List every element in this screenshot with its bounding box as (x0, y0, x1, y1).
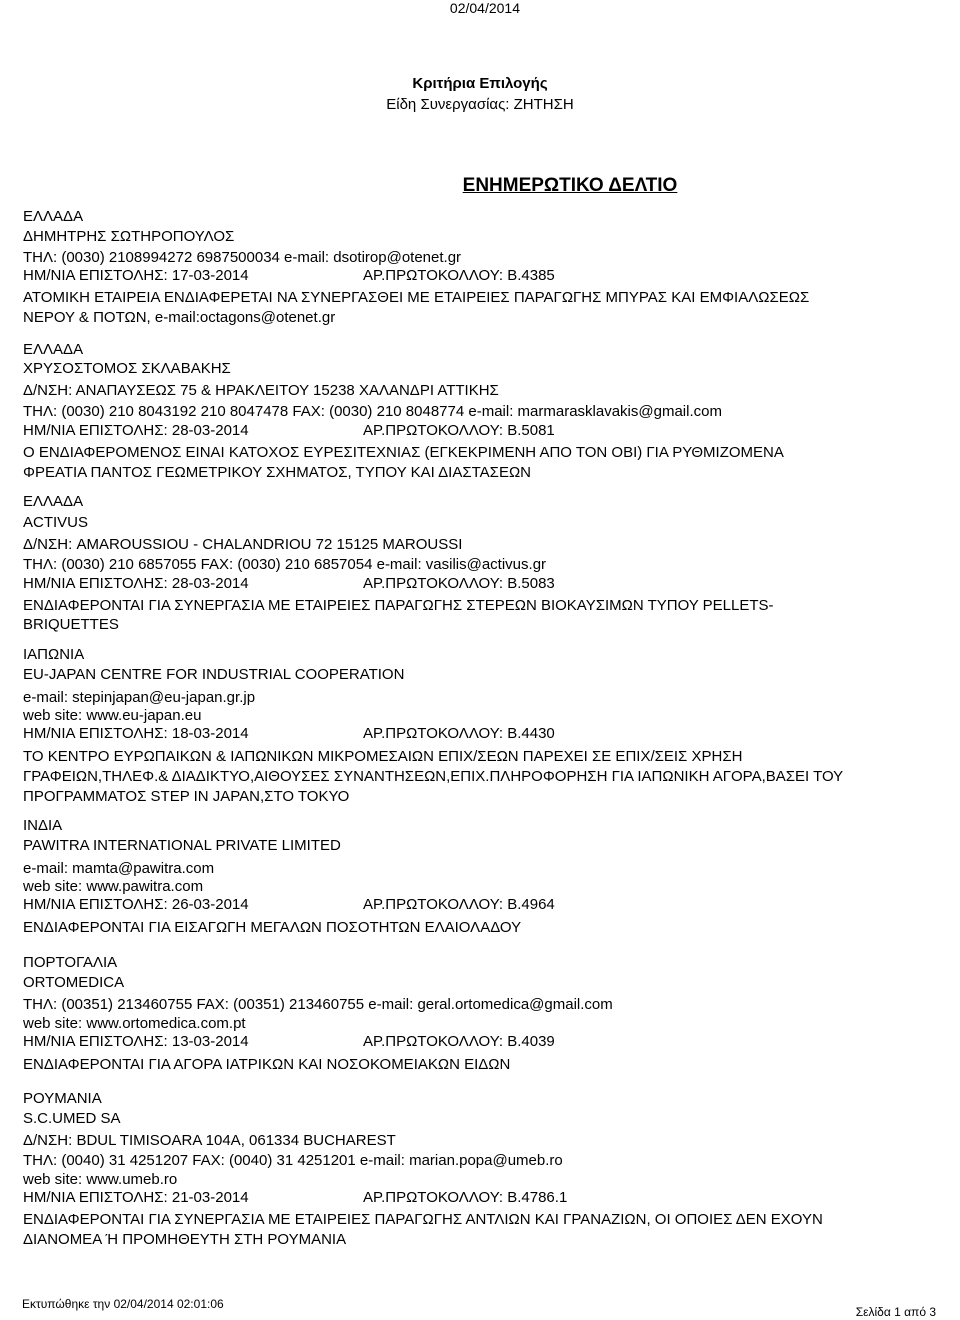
entry-name: PAWITRA INTERNATIONAL PRIVATE LIMITED (23, 837, 341, 854)
entry-letter-date: ΗΜ/ΝΙΑ ΕΠΙΣΤΟΛΗΣ: 28-03-2014 (23, 575, 249, 592)
entry-email: e-mail: stepinjapan@eu-japan.gr.jp (23, 689, 256, 706)
entry-web: web site: www.umeb.ro (23, 1171, 178, 1188)
entry-email: e-mail: mamta@pawitra.com (23, 860, 215, 877)
entry-desc: ΦΡΕΑΤΙΑ ΠΑΝΤΟΣ ΓΕΩΜΕΤΡΙΚΟΥ ΣΧΗΜΑΤΟΣ, ΤΥΠΟΥ ΚΑΙ ΔΙΑΣΤΑΣΕΩΝ (23, 464, 531, 481)
entry-letter-row (23, 1189, 568, 1206)
entry-protocol: ΑΡ.ΠΡΩΤΟΚΟΛΛΟΥ: Β.4385 (363, 267, 555, 284)
entry-address: Δ/ΝΣΗ: BDUL TIMISOARA 104A, 061334 BUCHAREST (23, 1132, 396, 1149)
entry-address: Δ/ΝΣΗ: ΑΝΑΠΑΥΣΕΩΣ 75 & ΗΡΑΚΛΕΙΤΟΥ 15238 ΧΑΛΑΝΔΡΙ ΑΤΤΙΚΗΣ (23, 382, 499, 399)
entry-country: ΕΛΛΑΔΑ (23, 208, 84, 225)
entry-desc: ΕΝΔΙΑΦΕΡΟΝΤΑΙ ΓΙΑ ΑΓΟΡΑ ΙΑΤΡΙΚΩΝ ΚΑΙ ΝΟΣΟΚΟΜΕΙΑΚΩΝ ΕΙΔΩΝ (23, 1056, 511, 1073)
entry-web: web site: www.ortomedica.com.pt (23, 1015, 246, 1032)
entry-country: ΠΟΡΤΟΓΑΛΙΑ (23, 954, 118, 971)
entry-letter-row (23, 1033, 555, 1050)
entry-desc: Ο ΕΝΔΙΑΦΕΡΟΜΕΝΟΣ ΕΙΝΑΙ ΚΑΤΟΧΟΣ ΕΥΡΕΣΙΤΕΧΝΙΑΣ (ΕΓΚΕΚΡΙΜΕΝΗ ΑΠΟ ΤΟΝ ΟΒΙ) ΓΙΑ ΡΥΘΜΙΖΟΜΕΝΑ (23, 444, 784, 461)
entry-letter-row (23, 896, 555, 913)
entry-desc: ΑΤΟΜΙΚΗ ΕΤΑΙΡΕΙΑ ΕΝΔΙΑΦΕΡΕΤΑΙ ΝΑ ΣΥΝΕΡΓΑΣΘΕΙ ΜΕ ΕΤΑΙΡΕΙΕΣ ΠΑΡΑΓΩΓΗΣ ΜΠΥΡΑΣ ΚΑΙ ΕΜΦΙΑΛΩΣΕΩΣ (23, 289, 810, 306)
entry-name: ORTOMEDICA (23, 974, 125, 991)
entry-protocol: ΑΡ.ΠΡΩΤΟΚΟΛΛΟΥ: Β.4786.1 (363, 1189, 568, 1206)
entry-phone: ΤΗΛ: (0040) 31 4251207 FAX: (0040) 31 4251201 e-mail: marian.popa@umeb.ro (23, 1152, 563, 1169)
footer-page-number: Σελίδα 1 από 3 (855, 1305, 936, 1319)
entry-desc: BRIQUETTES (23, 616, 119, 633)
entry-desc: ΕΝΔΙΑΦΕΡΟΝΤΑΙ ΓΙΑ ΕΙΣΑΓΩΓΗ ΜΕΓΑΛΩΝ ΠΟΣΟΤΗΤΩΝ ΕΛΑΙΟΛΑΔΟΥ (23, 919, 522, 936)
entry-desc: ΕΝΔΙΑΦΕΡΟΝΤΑΙ ΓΙΑ ΣΥΝΕΡΓΑΣΙΑ ΜΕ ΕΤΑΙΡΕΙΕΣ ΠΑΡΑΓΩΓΗΣ ΣΤΕΡΕΩΝ ΒΙΟΚΑΥΣΙΜΩΝ ΤΥΠΟΥ PELLETS- (23, 597, 774, 614)
entry-letter-date: ΗΜ/ΝΙΑ ΕΠΙΣΤΟΛΗΣ: 17-03-2014 (23, 267, 249, 284)
entry-name: ΔΗΜΗΤΡΗΣ ΣΩΤΗΡΟΠΟΥΛΟΣ (23, 228, 235, 245)
entry-desc: ΕΝΔΙΑΦΕΡΟΝΤΑΙ ΓΙΑ ΣΥΝΕΡΓΑΣΙΑ ΜΕ ΕΤΑΙΡΕΙΕΣ ΠΑΡΑΓΩΓΗΣ ΑΝΤΛΙΩΝ ΚΑΙ ΓΡΑΝΑΖΙΩΝ, ΟΙ ΟΠΟΙΕΣ ΔΕΝ ΕΧΟΥΝ (23, 1211, 823, 1228)
entry-name: ACTIVUS (23, 514, 89, 531)
entry-desc: ΔΙΑΝΟΜΕΑ Ή ΠΡΟΜΗΘΕΥΤΗ ΣΤΗ ΡΟΥΜΑΝΙΑ (23, 1231, 347, 1248)
print-date: 02/04/2014 (449, 0, 520, 16)
entry-name: ΧΡΥΣΟΣΤΟΜΟΣ ΣΚΛΑΒΑΚΗΣ (23, 360, 231, 377)
entry-letter-row (23, 575, 555, 592)
entry-letter-date: ΗΜ/ΝΙΑ ΕΠΙΣΤΟΛΗΣ: 28-03-2014 (23, 422, 249, 439)
entry-address: Δ/ΝΣΗ: AMAROUSSIOU - CHALANDRIOU 72 15125 MAROUSSI (23, 536, 463, 553)
entry-phone: ΤΗΛ: (00351) 213460755 FAX: (00351) 213460755 e-mail: geral.ortomedica@gmail.com (23, 996, 613, 1013)
entry-name: EU-JAPAN CENTRE FOR INDUSTRIAL COOPERATION (23, 666, 405, 683)
entry-web: web site: www.eu-japan.eu (23, 707, 202, 724)
entry-phone: ΤΗΛ: (0030) 210 8043192 210 8047478 FAX: (0030) 210 8048774 e-mail: marmarasklavakis@gmail.com (23, 403, 722, 420)
footer-printed: Εκτυπώθηκε την 02/04/2014 02:01:06 (22, 1297, 224, 1311)
entry-desc: ΝΕΡΟΥ & ΠΟΤΩΝ, e-mail:octagons@otenet.gr (23, 309, 336, 326)
criteria-title: Κριτήρια Επιλογής (412, 75, 548, 92)
entry-letter-date: ΗΜ/ΝΙΑ ΕΠΙΣΤΟΛΗΣ: 26-03-2014 (23, 896, 249, 913)
entry-letter-date: ΗΜ/ΝΙΑ ΕΠΙΣΤΟΛΗΣ: 21-03-2014 (23, 1189, 249, 1206)
bulletin-title: ΕΝΗΜΕΡΩΤΙΚΟ ΔΕΛΤΙΟ (462, 175, 678, 196)
entry-protocol: ΑΡ.ΠΡΩΤΟΚΟΛΛΟΥ: Β.5081 (363, 422, 555, 439)
entry-name: S.C.UMED SA (23, 1110, 121, 1127)
entry-phone: ΤΗΛ: (0030) 210 6857055 FAX: (0030) 210 6857054 e-mail: vasilis@activus.gr (23, 556, 547, 573)
entry-letter-row (23, 422, 555, 439)
entry-desc: ΓΡΑΦΕΙΩΝ,ΤΗΛΕΦ.& ΔΙΑΔΙΚΤΥΟ,ΑΙΘΟΥΣΕΣ ΣΥΝΑΝΤΗΣΕΩΝ,ΕΠΙΧ.ΠΛΗΡΟΦΟΡΗΣΗ ΓΙΑ ΙΑΠΩΝΙΚΗ ΑΓΟΡΑ,ΒΑΣΕΙ ΤΟΥ (23, 768, 844, 785)
entry-country: ΙΝΔΙΑ (23, 817, 63, 834)
entry-desc: ΠΡΟΓΡΑΜΜΑΤΟΣ STEP IN JAPAN,ΣΤΟ ΤΟΚΥΟ (23, 788, 350, 805)
entry-web: web site: www.pawitra.com (23, 878, 204, 895)
entry-letter-row (23, 267, 555, 284)
entry-protocol: ΑΡ.ΠΡΩΤΟΚΟΛΛΟΥ: Β.4964 (363, 896, 555, 913)
entry-protocol: ΑΡ.ΠΡΩΤΟΚΟΛΛΟΥ: Β.5083 (363, 575, 555, 592)
entry-protocol: ΑΡ.ΠΡΩΤΟΚΟΛΛΟΥ: Β.4039 (363, 1033, 555, 1050)
entry-country: ΕΛΛΑΔΑ (23, 493, 84, 510)
entry-letter-date: ΗΜ/ΝΙΑ ΕΠΙΣΤΟΛΗΣ: 13-03-2014 (23, 1033, 249, 1050)
entry-protocol: ΑΡ.ΠΡΩΤΟΚΟΛΛΟΥ: Β.4430 (363, 725, 555, 742)
entry-desc: ΤΟ ΚΕΝΤΡΟ ΕΥΡΩΠΑΙΚΩΝ & ΙΑΠΩΝΙΚΩΝ ΜΙΚΡΟΜΕΣΑΙΩΝ ΕΠΙΧ/ΣΕΩΝ ΠΑΡΕΧΕΙ ΣΕ ΕΠΙΧ/ΣΕΙΣ ΧΡΗΣΗ (23, 748, 743, 765)
entry-phone: ΤΗΛ: (0030) 2108994272 6987500034 e-mail: dsotirop@otenet.gr (23, 249, 462, 266)
entry-country: ΕΛΛΑΔΑ (23, 341, 84, 358)
entry-country: ΡΟΥΜΑΝΙΑ (23, 1090, 102, 1107)
entry-letter-date: ΗΜ/ΝΙΑ ΕΠΙΣΤΟΛΗΣ: 18-03-2014 (23, 725, 249, 742)
entry-letter-row (23, 725, 555, 742)
entry-country: ΙΑΠΩΝΙΑ (23, 646, 85, 663)
criteria-subtitle: Είδη Συνεργασίας: ΖΗΤΗΣΗ (386, 96, 574, 113)
